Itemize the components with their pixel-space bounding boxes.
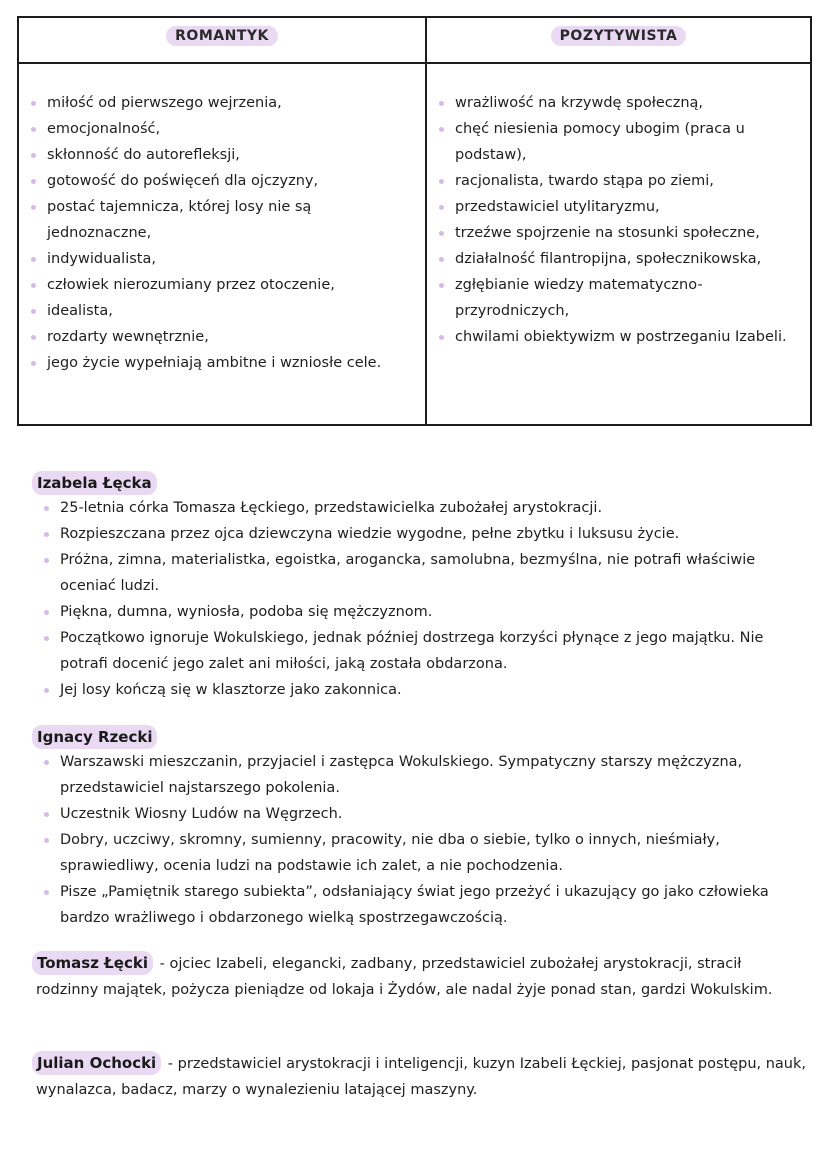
- bullet-icon: [439, 257, 444, 262]
- bullet-icon: [44, 558, 49, 563]
- julian-title: Julian Ochocki: [32, 1051, 161, 1075]
- list-item: postać tajemnicza, której losy nie są jednoznaczne,: [31, 194, 413, 246]
- bullet-icon: [31, 205, 36, 210]
- list-item: przedstawiciel utylitaryzmu,: [439, 194, 798, 220]
- pozytywista-column: [427, 64, 810, 424]
- list-item: idealista,: [31, 298, 413, 324]
- bullet-icon: [31, 153, 36, 158]
- bullet-icon: [44, 688, 49, 693]
- bullet-icon: [44, 838, 49, 843]
- list-item: Jej losy kończą się w klasztorze jako zakonnica.: [44, 677, 806, 703]
- rzecki-title: Ignacy Rzecki: [32, 725, 157, 749]
- bullet-icon: [44, 610, 49, 615]
- bullet-icon: [31, 361, 36, 366]
- tomasz-section: [36, 951, 806, 1003]
- romantyk-header-cell: [19, 18, 427, 64]
- list-item: 25-letnia córka Tomasza Łęckiego, przedstawicielka zubożałej arystokracji.: [44, 495, 806, 521]
- list-item: skłonność do autorefleksji,: [31, 142, 413, 168]
- bullet-icon: [31, 127, 36, 132]
- pozytywista-header-cell: [427, 18, 810, 64]
- bullet-icon: [44, 506, 49, 511]
- bullet-icon: [44, 532, 49, 537]
- list-item: Uczestnik Wiosny Ludów na Węgrzech.: [44, 801, 806, 827]
- pozytywista-header: POZYTYWISTA: [551, 26, 687, 46]
- list-item: Piękna, dumna, wyniosła, podoba się mężczyznom.: [44, 599, 806, 625]
- julian-section: [36, 1051, 806, 1103]
- bullet-icon: [439, 231, 444, 236]
- tomasz-title: Tomasz Łęcki: [32, 951, 153, 975]
- list-item: miłość od pierwszego wejrzenia,: [31, 90, 413, 116]
- izabela-section: [36, 471, 806, 703]
- list-item: Dobry, uczciwy, skromny, sumienny, pracowity, nie dba o siebie, tylko o innych, nieśmiały, sprawiedliwy, ocenia ludzi na podstawie ich zalet, a nie pochodzenia.: [44, 827, 806, 879]
- list-item: rozdarty wewnętrznie,: [31, 324, 413, 350]
- list-item: działalność filantropijna, społecznikowska,: [439, 246, 798, 272]
- list-item: zgłębianie wiedzy matematyczno-przyrodniczych,: [439, 272, 798, 324]
- list-item: Warszawski mieszczanin, przyjaciel i zastępca Wokulskiego. Sympatyczny starszy mężczyzna, przedstawiciel najstarszego pokolenia.: [44, 749, 806, 801]
- list-item: wrażliwość na krzywdę społeczną,: [439, 90, 798, 116]
- list-item: racjonalista, twardo stąpa po ziemi,: [439, 168, 798, 194]
- romantyk-column: [19, 64, 427, 424]
- bullet-icon: [439, 179, 444, 184]
- bullet-icon: [439, 335, 444, 340]
- pozytywista-list: [439, 90, 798, 350]
- izabela-title: Izabela Łęcka: [32, 471, 157, 495]
- bullet-icon: [31, 257, 36, 262]
- bullet-icon: [31, 283, 36, 288]
- list-item: Początkowo ignoruje Wokulskiego, jednak później dostrzega korzyści płynące z jego majątku. Nie potrafi docenić jego zalet ani miłości, jaką została obdarzona.: [44, 625, 806, 677]
- rzecki-section: [36, 725, 806, 931]
- list-item: emocjonalność,: [31, 116, 413, 142]
- tomasz-description: - ojciec Izabeli, elegancki, zadbany, przedstawiciel zubożałej arystokracji, stracił rodzinny majątek, pożycza pieniądze od lokaja i Żydów, ale nadal żyje ponad stan, gardzi Wokulskim.: [36, 956, 773, 998]
- list-item: Próżna, zimna, materialistka, egoistka, arogancka, samolubna, bezmyślna, nie potrafi właściwie oceniać ludzi.: [44, 547, 806, 599]
- izabela-list: [44, 495, 806, 703]
- rzecki-list: [44, 749, 806, 931]
- julian-description: - przedstawiciel arystokracji i inteligencji, kuzyn Izabeli Łęckiej, pasjonat postępu, nauk, wynalazca, badacz, marzy o wynalezieniu latającej maszyny.: [36, 1056, 806, 1098]
- bullet-icon: [44, 760, 49, 765]
- romantyk-header: ROMANTYK: [166, 26, 278, 46]
- list-item: jego życie wypełniają ambitne i wzniosłe cele.: [31, 350, 413, 376]
- bullet-icon: [439, 205, 444, 210]
- bullet-icon: [31, 179, 36, 184]
- romantyk-list: [31, 90, 413, 376]
- list-item: Pisze „Pamiętnik starego subiekta”, odsłaniający świat jego przeżyć i ukazujący go jako człowieka bardzo wrażliwego i obdarzonego wielką spostrzegawczością.: [44, 879, 806, 931]
- list-item: gotowość do poświęceń dla ojczyzny,: [31, 168, 413, 194]
- list-item: Rozpieszczana przez ojca dziewczyna wiedzie wygodne, pełne zbytku i luksusu życie.: [44, 521, 806, 547]
- bullet-icon: [44, 890, 49, 895]
- list-item: chwilami obiektywizm w postrzeganiu Izabeli.: [439, 324, 798, 350]
- bullet-icon: [439, 101, 444, 106]
- list-item: indywidualista,: [31, 246, 413, 272]
- list-item: człowiek nierozumiany przez otoczenie,: [31, 272, 413, 298]
- bullet-icon: [31, 101, 36, 106]
- comparison-table: [17, 16, 812, 426]
- bullet-icon: [439, 127, 444, 132]
- bullet-icon: [439, 283, 444, 288]
- list-item: chęć niesienia pomocy ubogim (praca u podstaw),: [439, 116, 798, 168]
- bullet-icon: [44, 636, 49, 641]
- list-item: trzeźwe spojrzenie na stosunki społeczne,: [439, 220, 798, 246]
- bullet-icon: [31, 335, 36, 340]
- bullet-icon: [31, 309, 36, 314]
- bullet-icon: [44, 812, 49, 817]
